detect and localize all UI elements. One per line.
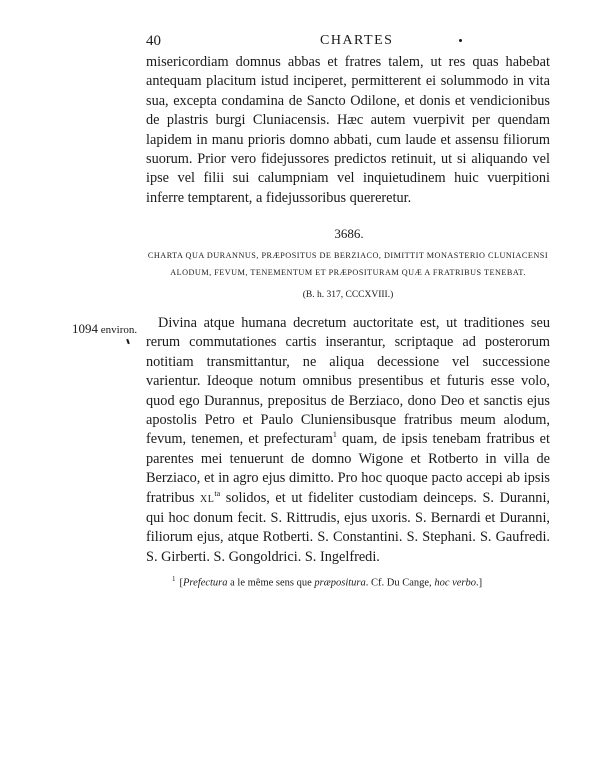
ink-dot [459, 39, 462, 42]
footnote-term-3: hoc verbo [434, 577, 477, 589]
numeral-xl: XL [200, 493, 215, 505]
running-title: CHARTES [320, 33, 394, 48]
margin-note: environ. [100, 324, 138, 336]
charter-text-part2: quam, de ipsis tenebam fratribus et parentes mei tenuerunt de domno Wigone et Rotberto in villa de Berziaco, et in agro ejus dimitto. Pro hoc quoque pacto accepi ab ipsis fratribus [146, 431, 550, 506]
charter-rubric [146, 247, 550, 281]
margin-year: 1094 [72, 321, 98, 336]
margin-tick-mark [126, 339, 130, 344]
charter-text [146, 314, 550, 567]
footnote [172, 572, 552, 591]
footnote-open-bracket: [ [179, 577, 183, 589]
rubric-line-1: CHARTA QUA DURANNUS, PRÆPOSITUS DE BERZIACO, DIMITTIT MONASTERIO CLUNIACENSI [147, 251, 549, 260]
footnote-text-1: a le même sens que [227, 577, 315, 589]
numeral-suffix: ta [214, 488, 221, 498]
charter-number: 3686. [334, 226, 364, 241]
margin-date [72, 321, 137, 337]
running-header [146, 33, 550, 53]
footnote-term: Prefectura [183, 577, 228, 589]
charter-text-part1: Divina atque humana decretum auctoritate est, ut traditiones seu rerum commutationes cartis inserantur, scriptaque ad posterorum notitiam transmittantur, ne aliqua decessione vel successione varientur. Ideoque notum omnibus presentibus et futuris esse volo, quod ego Durannus, prepositus de Berziaco, dono Deo et sanctis ejus apostolis Petro et Paulo Cluniensibusque fratribus meum alodum, fevum, tenemen, et prefecturam [146, 315, 550, 448]
footnote-text-2: . Cf. Du Cange, [365, 577, 435, 589]
footnote-reference: 1 [332, 430, 337, 440]
footnote-term-2: præpositura [314, 577, 366, 589]
rubric-line-2: ALODUM, FEVUM, TENEMENTUM ET PRÆPOSITURAM QUÆ A FRATRIBUS TENEBAT. [170, 268, 526, 277]
footnote-close: .] [476, 577, 483, 589]
paragraph-continuation: misericordiam domnus abbas et fratres talem, ut res quas habebat antequam placitum istud inciperet, permitterent ei solummodo in vita sua, excepta condamina de Sancto Odilone, et donis et vendicionibus de plastris burgi Cluniacensis. Hæc autem vuerpivit per quendam lapidem in manu prioris domno abbati, cum laude et assensu filiorum suorum. Prior vero fidejussores predictos retinuit, ut si aliquando vel ipse vel filii sui calumpniam vel inquietudinem huic vuerpitioni inferre temptarent, a fidejussoribus quereretur. [146, 54, 550, 206]
charter-text-part3: solidos, et ut fideliter custodiam deinceps. S. Duranni, qui hoc donum fecit. S. Rittrudis, ejus uxoris. S. Bernardi et Duranni, filiorum ejus, atque Rotberti. S. Constantini. S. Stephani. S. Gaufredi. S. Girberti. S. Gongoldrici. S. Ingelfredi. [146, 489, 550, 565]
source-reference: (B. h. 317, CCCXVIII.) [302, 290, 394, 300]
footnote-marker: 1 [172, 575, 176, 583]
page-number: 40 [146, 33, 161, 49]
